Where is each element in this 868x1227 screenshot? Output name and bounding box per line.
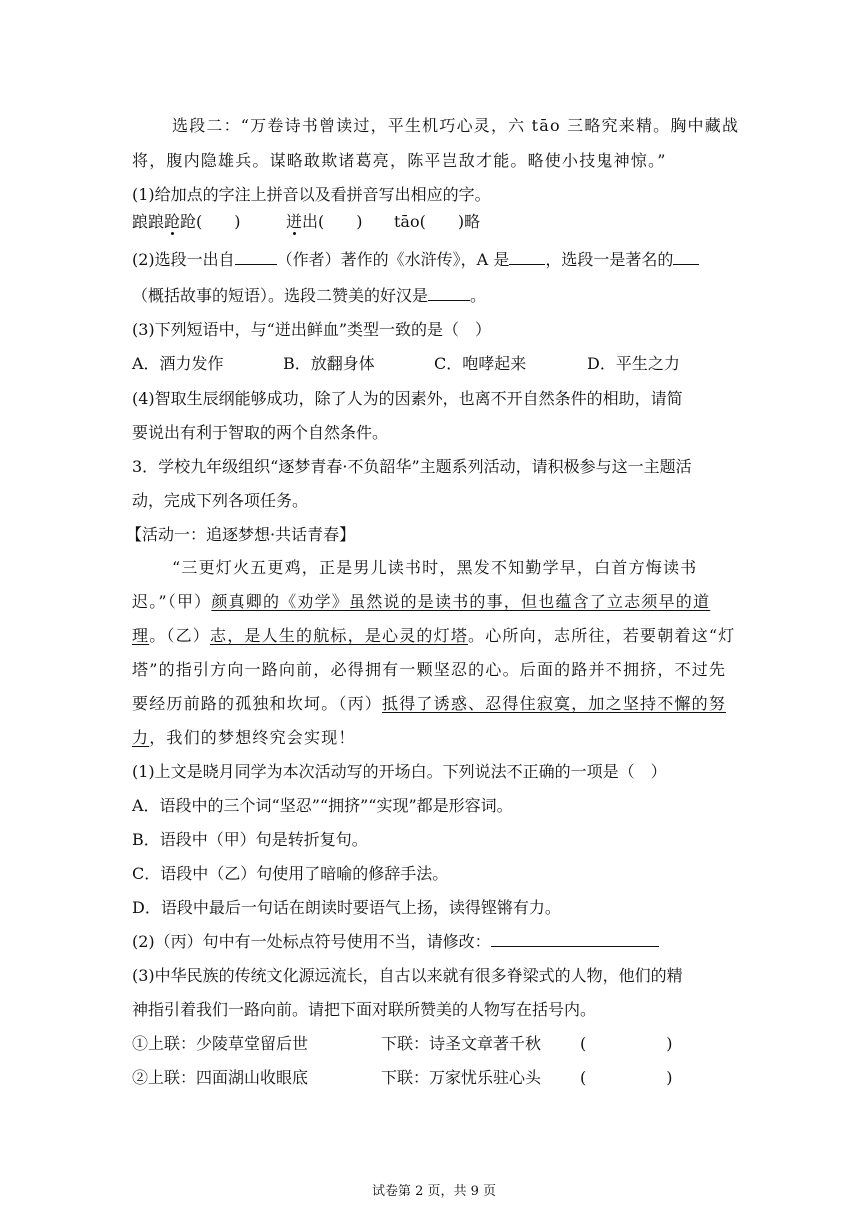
activity-option-a: A．语段中的三个词“坚忍”“拥挤”“实现”都是形容词。 <box>132 796 513 815</box>
answer-blank-story[interactable] <box>673 249 699 265</box>
couplet-2-upper: ②上联：四面湖山收眼底 <box>132 1068 309 1087</box>
passage-line-6 <box>132 726 356 750</box>
question-4-line-2: 要说出有利于智取的两个自然条件。 <box>132 423 389 442</box>
passage-line-5 <box>132 692 726 716</box>
question-3-option-c: C．咆哮起来 <box>434 354 527 373</box>
question-3-option-d: D．平生之力 <box>587 354 680 373</box>
passage-line-4: 塔”的指引方向一路向前，必得拥有一颗坚忍的心。后面的路并不拥挤，不过先 <box>132 660 727 679</box>
underlined-sentence-yi: 志，是人生的航标，是心灵的灯塔 <box>210 626 469 645</box>
item-1-dotted-char: 跄 <box>164 212 181 231</box>
passage-segment: ，我们的梦想终究会实现！ <box>149 728 356 747</box>
activity-question-3-line-1: (3)中华民族的传统文化源远流长，自古以来就有很多脊梁式的人物，他们的精 <box>132 966 683 985</box>
activity-one-title: 【活动一：追逐梦想·共话青春】 <box>126 525 356 544</box>
question-2-part-c: ，选段一是著名的 <box>545 250 674 269</box>
question-1-text: (1)给加点的字注上拼音以及看拼音写出相应的字。 <box>132 185 491 204</box>
couplet-2-lower: 下联：万家忧乐驻心头 <box>381 1068 542 1087</box>
underlined-sentence-bing-end: 力 <box>132 728 150 747</box>
underlined-sentence-jia-end: 理 <box>132 626 150 645</box>
item-1-suffix: 跄( ) <box>180 212 241 231</box>
excerpt-two-line-1: 选段二：“万卷诗书曾读过，平生机巧心灵，六 tāo 三略究来精。胸中藏战 <box>172 116 740 135</box>
passage-line-2 <box>132 590 710 614</box>
couplet-1-upper: ①上联：少陵草堂留后世 <box>132 1034 309 1053</box>
page-footer: 试卷第 2 页，共 9 页 <box>371 1184 497 1199</box>
activity-option-c: C．语段中（乙）句使用了暗喻的修辞手法。 <box>132 864 449 883</box>
question-2-part-b: （作者）著作的《水浒传》，A 是 <box>276 250 510 269</box>
passage-segment: 。（乙） <box>149 626 211 645</box>
activity-option-b: B．语段中（甲）句是转折复句。 <box>132 830 368 849</box>
question-2-line-2 <box>132 284 486 308</box>
item-1-prefix: 踉踉 <box>132 212 165 231</box>
question-1-item-2 <box>286 210 363 234</box>
section-3-line-2: 动，完成下列各项任务。 <box>132 491 309 510</box>
activity-question-1: (1)上文是晓月同学为本次活动写的开场白。下列说法不正确的一项是（ ） <box>132 762 667 781</box>
activity-question-2-text: (2)（丙）句中有一处标点符号使用不当，请修改： <box>132 932 491 951</box>
question-1-item-3: tāo( )略 <box>394 212 481 231</box>
question-3-text: (3)下列短语中，与“迸出鲜血”类型一致的是（ ） <box>132 320 492 339</box>
question-3-option-b: B．放翻身体 <box>283 354 375 373</box>
question-2-part-a: (2)选段一出自 <box>132 250 235 269</box>
question-2-part-d: （概括故事的短语）。选段二赞美的好汉是 <box>132 286 429 305</box>
answer-blank-author[interactable] <box>235 249 277 265</box>
question-2-part-e: 。 <box>470 286 487 305</box>
answer-blank-hero[interactable] <box>428 285 470 301</box>
activity-question-3-line-2: 神指引着我们一路向前。请把下面对联所赞美的人物写在括号内。 <box>132 1000 597 1019</box>
couplet-2-answer-paren[interactable]: ( ) <box>580 1068 673 1087</box>
question-1-items <box>132 210 241 234</box>
question-3-option-a: A．酒力发作 <box>132 354 224 373</box>
excerpt-two-line-2: 将，腹内隐雄兵。谋略敢欺诸葛亮，陈平岂敌才能。略使小技鬼神惊。” <box>132 151 667 170</box>
activity-question-2 <box>132 930 659 954</box>
underlined-sentence-jia: 颜真卿的《劝学》虽然说的是读书的事，但也蕴含了立志须早的道 <box>211 592 711 611</box>
question-4-line-1: (4)智取生辰纲能够成功，除了人为的因素外，也离不开自然条件的相助，请简 <box>132 389 683 408</box>
section-3-line-1: 3．学校九年级组织“逐梦青春·不负韶华”主题系列活动，请积极参与这一主题活 <box>132 457 692 476</box>
couplet-1-answer-paren[interactable]: ( ) <box>580 1034 673 1053</box>
item-2-dotted-char: 迸 <box>286 212 303 231</box>
couplet-1-lower: 下联：诗圣文章著千秋 <box>381 1034 542 1053</box>
answer-blank-a[interactable] <box>509 249 545 265</box>
passage-segment: 。心所向，志所往，若要朝着这“灯 <box>468 626 736 645</box>
question-2-line-1 <box>132 248 699 272</box>
activity-option-d: D．语段中最后一句话在朗读时要语气上扬，读得铿锵有力。 <box>132 898 561 917</box>
item-2-suffix: 出( ) <box>302 212 363 231</box>
passage-line-1: “三更灯火五更鸡，正是男儿读书时，黑发不知勤学早，白首方悔读书 <box>172 558 698 577</box>
passage-line-3 <box>132 624 735 648</box>
underlined-sentence-bing: 抵得了诱惑、忍得住寂寞，加之坚持不懈的努 <box>382 694 727 713</box>
answer-blank-punctuation[interactable] <box>491 931 659 947</box>
passage-segment: 要经历前路的孤独和坎坷。（丙） <box>132 694 383 713</box>
passage-segment: 迟。”（甲） <box>132 592 212 611</box>
